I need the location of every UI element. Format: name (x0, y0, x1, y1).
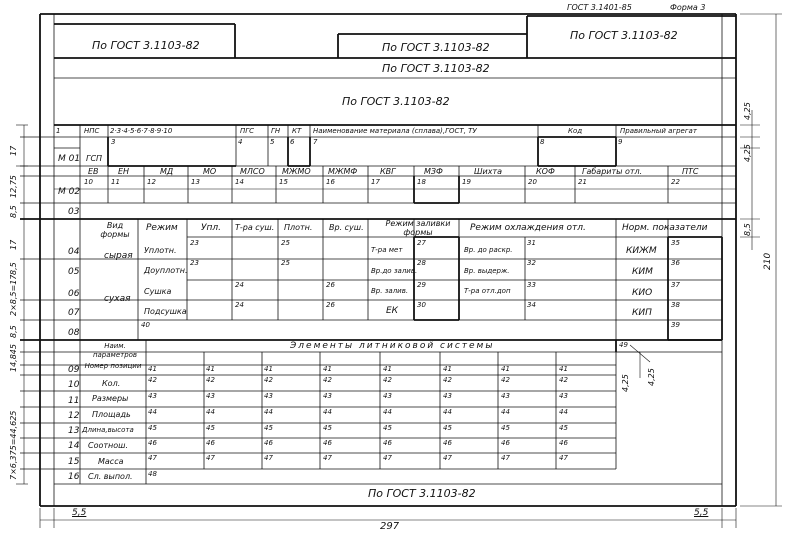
num-35: 35 (671, 239, 680, 247)
cell-5: 5 (270, 138, 275, 146)
gating-label-razmery: Размеры (92, 394, 129, 403)
header-mlso: МЛСО (240, 167, 265, 176)
label-gsp: ГСП (86, 154, 103, 163)
dim-slot-a: 4,25 (621, 374, 630, 392)
norm-kizhm: КИЖМ (626, 246, 657, 256)
gating-num: 44 (383, 408, 392, 416)
num-37: 37 (671, 281, 680, 289)
gating-num: 41 (559, 365, 568, 373)
gating-num: 46 (443, 439, 452, 447)
header-mzhmo: МЖМО (282, 167, 311, 176)
num-21: 21 (578, 178, 587, 186)
dim-left-7x6-375: 7×6,375=44,625 (9, 410, 18, 480)
gating-num: 44 (264, 408, 273, 416)
num-18: 18 (417, 178, 426, 186)
num-39: 39 (671, 321, 680, 329)
row-code-04: 04 (68, 247, 80, 257)
gating-num: 44 (206, 408, 215, 416)
form-type-dry: сухая (104, 294, 131, 304)
num-23a: 23 (190, 239, 199, 247)
gating-num: 41 (383, 365, 392, 373)
num-49: 49 (619, 341, 628, 349)
gating-num: 47 (501, 454, 510, 462)
dim-left-8-5-b: 8,5 (9, 262, 18, 275)
gating-param-header: Наим. параметров (92, 342, 138, 359)
dim-bottom-5-5-right: 5,5 (694, 508, 709, 518)
pour-vr-zaliv: Вр. залив. (371, 287, 409, 295)
header-mzf: МЗФ (424, 167, 443, 176)
gating-label-kol: Кол. (102, 379, 121, 388)
num-31: 31 (527, 239, 536, 247)
gating-num: 43 (383, 392, 392, 400)
header-box-right: По ГОСТ 3.1103-82 (570, 29, 678, 42)
num-28: 28 (417, 259, 426, 267)
row-code-03: 03 (68, 207, 80, 217)
num-27: 27 (417, 239, 426, 247)
gating-num: 44 (501, 408, 510, 416)
header-md: МД (160, 167, 174, 176)
num-24b: 24 (235, 301, 244, 309)
dim-right-4-25-b: 4,25 (743, 144, 752, 162)
gating-num: 42 (148, 376, 157, 384)
gating-num: 41 (443, 365, 452, 373)
num-25b: 25 (281, 259, 290, 267)
gating-num: 45 (443, 424, 452, 432)
header-kof: КОФ (536, 167, 555, 176)
dim-bottom-297: 297 (380, 521, 400, 532)
header-t-sush: Т-ра суш. (235, 223, 275, 232)
num-33: 33 (527, 281, 536, 289)
header-norm: Норм. показатели (622, 223, 708, 233)
gating-num: 45 (206, 424, 215, 432)
gating-label-sootnosh: Соотнош. (88, 441, 129, 450)
header-pgs: ПГС (240, 127, 255, 135)
dim-right-210: 210 (763, 252, 773, 270)
header-kvg: КВГ (380, 167, 396, 176)
dim-bottom-5-5-left: 5,5 (72, 508, 87, 518)
header-kod: Код (568, 127, 583, 135)
header-upl: Упл. (201, 223, 221, 233)
num-12: 12 (147, 178, 156, 186)
num-29: 29 (417, 281, 426, 289)
gating-num: 43 (323, 392, 332, 400)
header-ev: ЕВ (88, 167, 99, 176)
header-gn: ГН (271, 127, 281, 135)
cell-3: 3 (111, 138, 116, 146)
num-19: 19 (462, 178, 471, 186)
gating-num: 46 (148, 439, 157, 447)
gating-title: Элементы литниковой системы (290, 341, 495, 351)
gating-num: 42 (264, 376, 273, 384)
gating-num: 43 (559, 392, 568, 400)
gating-num: 46 (206, 439, 215, 447)
norm-kio: КИО (632, 288, 653, 298)
gating-num: 43 (443, 392, 452, 400)
num-24a: 24 (235, 281, 244, 289)
mode-sushka: Сушка (144, 287, 172, 296)
gating-num: 43 (206, 392, 215, 400)
header-vid-formy: Вид формы (100, 221, 130, 239)
header-nps: НПС (84, 127, 100, 135)
gating-num: 47 (443, 454, 452, 462)
header-box-left: По ГОСТ 3.1103-82 (92, 39, 200, 52)
pour-t-met: Т-ра мет (371, 246, 403, 254)
dim-left-2x8-5: 2×8,5=17 (9, 274, 18, 316)
num-36: 36 (671, 259, 680, 267)
num-23b: 23 (190, 259, 199, 267)
col-num-1: 1 (56, 127, 61, 135)
dim-left-8-5-c: 8,5 (9, 325, 18, 338)
header-rezhim-zalivki: Режим заливки формы (385, 219, 451, 237)
gating-num: 42 (501, 376, 510, 384)
gating-num: 43 (148, 392, 157, 400)
gating-num: 41 (264, 365, 273, 373)
num-20: 20 (528, 178, 537, 186)
gating-num: 43 (264, 392, 273, 400)
pour-ek: ЕК (386, 306, 399, 316)
mode-uplotn: Уплотн. (144, 246, 177, 255)
header-pts: ПТС (682, 167, 699, 176)
gating-num: 43 (501, 392, 510, 400)
gating-num: 42 (206, 376, 215, 384)
dim-left-8-5-a: 8,5 (9, 205, 18, 218)
num-38: 38 (671, 301, 680, 309)
header-agregat: Правильный агрегат (620, 127, 697, 135)
header-rezhim: Режим (146, 223, 178, 233)
header-row-1: По ГОСТ 3.1103-82 (382, 62, 490, 75)
num-11: 11 (111, 178, 120, 186)
num-26a: 26 (326, 281, 335, 289)
footer-gost: По ГОСТ 3.1103-82 (368, 487, 476, 500)
gating-num: 46 (383, 439, 392, 447)
row-code-01: М 01 (58, 154, 81, 164)
num-13: 13 (191, 178, 200, 186)
header-vr-sush: Вр. суш. (329, 223, 364, 232)
header-row-2: По ГОСТ 3.1103-82 (342, 95, 450, 108)
form-label: Форма 3 (670, 3, 706, 12)
gating-num: 46 (501, 439, 510, 447)
gating-num: 42 (383, 376, 392, 384)
num-26b: 26 (326, 301, 335, 309)
row-code-11: 11 (68, 396, 80, 406)
gating-num: 41 (323, 365, 332, 373)
num-34: 34 (527, 301, 536, 309)
header-en: ЕН (118, 167, 130, 176)
cool-vyderzh: Вр. выдерж. (464, 267, 510, 275)
row-code-12: 12 (68, 411, 80, 421)
gating-label-dlina: Длина,высота (82, 426, 134, 434)
num-10: 10 (84, 178, 93, 186)
row-code-14: 14 (68, 441, 80, 451)
gating-num: 45 (264, 424, 273, 432)
header-plotn: Плотн. (284, 223, 313, 232)
gating-num: 46 (264, 439, 273, 447)
cell-4: 4 (238, 138, 243, 146)
mode-douplotn: Доуплотн. (144, 266, 188, 275)
row-code-13: 13 (68, 426, 80, 436)
gating-num: 42 (559, 376, 568, 384)
dim-left-17-mid: 17 (9, 239, 18, 250)
row-code-10: 10 (68, 380, 80, 390)
cell-8: 8 (540, 138, 545, 146)
mode-podsushka: Подсушка (144, 307, 187, 316)
gating-label-nomer: Номер позиции (84, 362, 142, 370)
cell-6: 6 (290, 138, 295, 146)
gating-num: 47 (383, 454, 392, 462)
row-code-16: 16 (68, 472, 80, 482)
row-code-08: 08 (68, 328, 80, 338)
num-14: 14 (235, 178, 244, 186)
header-kt: КТ (292, 127, 302, 135)
header-box-mid: По ГОСТ 3.1103-82 (382, 41, 490, 54)
num-16: 16 (326, 178, 335, 186)
gating-num: 45 (148, 424, 157, 432)
gating-num: 47 (559, 454, 568, 462)
dim-left-14-845: 14,845 (9, 344, 18, 372)
norm-kip: КИП (632, 308, 652, 318)
gating-num: 46 (559, 439, 568, 447)
gating-num: 41 (501, 365, 510, 373)
row-code-06: 06 (68, 289, 80, 299)
gating-num: 47 (148, 454, 157, 462)
num-25a: 25 (281, 239, 290, 247)
gating-num: 42 (443, 376, 452, 384)
gating-num: 47 (264, 454, 273, 462)
gating-num: 41 (206, 365, 215, 373)
gating-num: 44 (559, 408, 568, 416)
header-gabarity: Габариты отл. (582, 167, 643, 176)
header-mo: МО (203, 167, 217, 176)
norm-kim: КИМ (632, 267, 653, 277)
gating-label-sl-vypol: Сл. выпол. (88, 472, 133, 481)
gating-num: 45 (559, 424, 568, 432)
row-code-09: 09 (68, 365, 80, 375)
gating-num: 42 (323, 376, 332, 384)
header-rezhim-ohl: Режим охлаждения отл. (470, 223, 586, 233)
num-40: 40 (141, 321, 150, 329)
col-nums-2-10: 2·3·4·5·6·7·8·9·10 (110, 127, 173, 135)
dim-right-8-5: 8,5 (743, 223, 752, 236)
dim-slot-b: 4,25 (647, 368, 656, 386)
pour-vr-do-zaliv: Вр.до залив. (371, 267, 418, 275)
cell-7: 7 (313, 138, 318, 146)
row-code-02: М 02 (58, 187, 81, 197)
gating-num: 45 (383, 424, 392, 432)
num-30: 30 (417, 301, 426, 309)
num-32: 32 (527, 259, 536, 267)
num-17: 17 (371, 178, 380, 186)
num-15: 15 (279, 178, 288, 186)
gating-num: 44 (323, 408, 332, 416)
dim-left-12-75: 12,75 (9, 175, 18, 198)
gating-num: 44 (148, 408, 157, 416)
gating-num: 45 (501, 424, 510, 432)
num-22: 22 (671, 178, 680, 186)
gating-num: 48 (148, 470, 157, 478)
gost-form-number: ГОСТ 3.1401-85 (567, 3, 632, 12)
gating-num: 45 (323, 424, 332, 432)
header-material: Наименование материала (сплава),ГОСТ, ТУ (313, 127, 477, 135)
gating-num: 44 (443, 408, 452, 416)
form-type-wet: сырая (104, 251, 133, 261)
gating-num: 46 (323, 439, 332, 447)
dim-left-17-top: 17 (9, 145, 18, 156)
cool-do-raskr: Вр. до раскр. (464, 246, 513, 254)
cool-t-otl: Т-ра отл.доп (464, 287, 511, 295)
dim-right-4-25-a: 4,25 (743, 102, 752, 120)
gating-label-massa: Масса (98, 457, 124, 466)
gating-num: 47 (323, 454, 332, 462)
cell-9: 9 (618, 138, 623, 146)
header-shihta: Шихта (474, 167, 503, 176)
gating-num: 41 (148, 365, 157, 373)
header-mzhmf: МЖМФ (328, 167, 358, 176)
gating-label-ploshad: Площадь (92, 410, 131, 419)
gating-num: 47 (206, 454, 215, 462)
row-code-07: 07 (68, 308, 80, 318)
row-code-15: 15 (68, 457, 80, 467)
row-code-05: 05 (68, 267, 80, 277)
